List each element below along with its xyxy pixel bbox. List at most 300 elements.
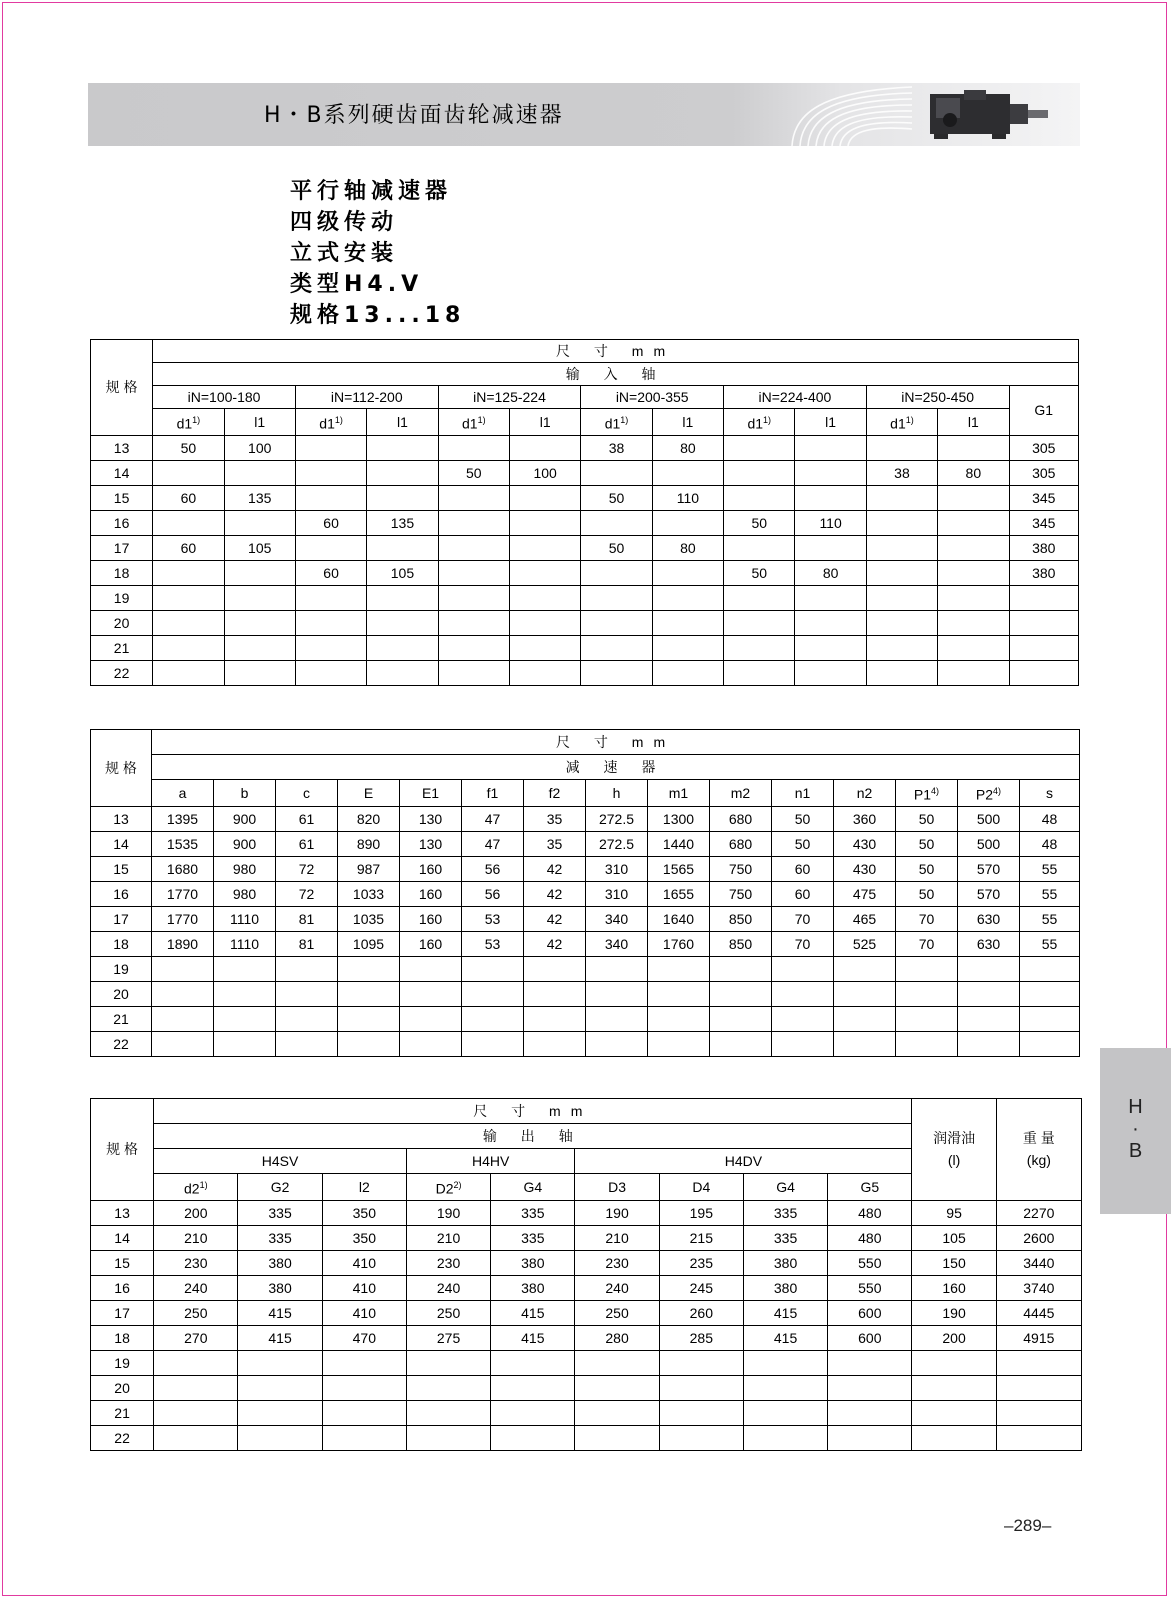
table-cell-text: 380 <box>268 1254 292 1271</box>
table-cell <box>795 610 866 635</box>
table-cell-text: 335 <box>268 1229 292 1246</box>
table-cell <box>772 856 834 881</box>
table-row <box>91 1250 1082 1275</box>
column-header-d1-text: d1 <box>890 415 906 432</box>
table-cell <box>648 1031 710 1056</box>
table-row <box>91 831 1080 856</box>
table-cell-text: 987 <box>356 860 381 877</box>
table-cell <box>896 856 958 881</box>
table-cell <box>214 931 276 956</box>
table-cell-text: 250 <box>436 1304 461 1321</box>
table-cell <box>834 981 896 1006</box>
table-cell <box>648 831 710 856</box>
table-cell <box>322 1250 406 1275</box>
table-cell-text: 1440 <box>662 835 695 852</box>
table-cell <box>367 560 438 585</box>
table-cell <box>462 956 524 981</box>
column-header <box>659 1174 743 1201</box>
table-cell-text: 190 <box>605 1204 629 1221</box>
table-cell <box>958 1006 1020 1031</box>
table-cell <box>367 535 438 560</box>
table-cell <box>367 660 438 685</box>
column-header-l1 <box>509 409 580 436</box>
table-cell-text: 4445 <box>1023 1304 1055 1321</box>
size-cell <box>91 660 153 685</box>
table-cell <box>1009 485 1079 510</box>
table-cell <box>154 1250 238 1275</box>
table-cell-text: 42 <box>546 910 563 927</box>
table-cell-text: 750 <box>728 885 753 902</box>
table-cell <box>322 1375 406 1400</box>
column-header-text: G5 <box>860 1178 880 1195</box>
table-cell <box>400 831 462 856</box>
column-header <box>214 780 276 807</box>
table-cell-text: 50 <box>751 564 768 581</box>
table-row <box>91 485 1079 510</box>
table-cell <box>154 1400 238 1425</box>
column-header-text: D3 <box>608 1178 627 1195</box>
table-cell-text: 240 <box>436 1279 461 1296</box>
table-cell <box>238 1400 322 1425</box>
table-cell <box>400 981 462 1006</box>
table-cell <box>648 931 710 956</box>
table-cell-text: 1770 <box>166 885 199 902</box>
table-cell-text: 50 <box>608 489 625 506</box>
table-cell <box>996 1350 1081 1375</box>
table-cell <box>938 560 1009 585</box>
size-cell <box>91 560 153 585</box>
table-cell <box>743 1400 827 1425</box>
section-side-tab-label <box>1100 1096 1171 1162</box>
table-cell-text: 3440 <box>1023 1254 1055 1271</box>
group-header-h4dv: H4DV <box>575 1149 912 1174</box>
table-cell-text: 380 <box>773 1254 798 1271</box>
table-cell-text: 235 <box>689 1254 713 1271</box>
table-cell <box>524 856 586 881</box>
table-cell <box>491 1300 575 1325</box>
table-cell <box>491 1400 575 1425</box>
size-cell-text: 14 <box>114 1229 130 1246</box>
table-cell-text: 525 <box>852 935 877 952</box>
table-cell <box>295 635 366 660</box>
size-cell <box>91 906 152 931</box>
table-cell <box>276 856 338 881</box>
column-header <box>406 1174 490 1201</box>
table-cell <box>152 981 214 1006</box>
table-cell-text: 340 <box>604 910 629 927</box>
column-header-d1 <box>581 409 652 436</box>
table-cell-text: 430 <box>852 860 877 877</box>
table-cell-text: 850 <box>728 935 753 952</box>
table-cell <box>338 981 400 1006</box>
table-cell <box>509 610 580 635</box>
table-cell <box>509 660 580 685</box>
size-cell-text: 19 <box>114 1354 130 1371</box>
table-cell <box>214 881 276 906</box>
table-cell <box>652 560 723 585</box>
table-cell-text: 415 <box>268 1329 292 1346</box>
table-cell-text: 50 <box>466 464 482 481</box>
table-cell-text: 415 <box>268 1304 292 1321</box>
table-cell-text: 350 <box>352 1204 376 1221</box>
table-cell-text: 275 <box>436 1329 461 1346</box>
table-cell <box>795 535 866 560</box>
table-cell-text: 190 <box>436 1204 461 1221</box>
column-header-d1-footnote: 1) <box>905 415 914 425</box>
table-cell <box>462 931 524 956</box>
table-cell <box>338 906 400 931</box>
table-cell <box>152 1006 214 1031</box>
table-cell <box>322 1275 406 1300</box>
table-cell <box>295 660 366 685</box>
table-row <box>91 585 1079 610</box>
table-cell <box>367 510 438 535</box>
table-cell-text: 680 <box>728 810 753 827</box>
page-number: –289– <box>1004 1516 1052 1535</box>
size-cell <box>91 1031 152 1056</box>
table-cell-text: 270 <box>184 1329 208 1346</box>
table-cell <box>575 1250 659 1275</box>
column-header-text: a <box>178 784 187 801</box>
table-cell <box>400 856 462 881</box>
table-cell <box>648 806 710 831</box>
gear-reducer-photo <box>930 90 1048 140</box>
table-cell <box>367 635 438 660</box>
table-row <box>91 881 1080 906</box>
subtitle-line: 类型H4.V <box>290 272 424 297</box>
table-cell <box>652 610 723 635</box>
table-row <box>91 1400 1082 1425</box>
table-cell-text: 415 <box>773 1304 798 1321</box>
table-cell-text: 50 <box>608 539 625 556</box>
table-cell <box>153 485 224 510</box>
size-cell-text: 22 <box>113 664 130 681</box>
column-header <box>238 1174 322 1201</box>
size-cell-text: 17 <box>113 910 129 927</box>
table-cell <box>154 1275 238 1300</box>
column-header <box>772 780 834 807</box>
table-cell <box>586 931 648 956</box>
column-header-text: D2 <box>435 1180 454 1197</box>
column-header-l1 <box>367 409 438 436</box>
table-cell-text: 80 <box>680 539 696 556</box>
table-cell <box>509 635 580 660</box>
table-cell-text: 56 <box>484 860 501 877</box>
table-cell <box>896 1031 958 1056</box>
table-cell <box>724 435 795 460</box>
table-cell <box>214 906 276 931</box>
table-cell <box>295 560 366 585</box>
table-cell <box>710 806 772 831</box>
table-cell-text: 160 <box>418 860 443 877</box>
table-cell-text: 430 <box>852 835 877 852</box>
table-cell <box>338 931 400 956</box>
table-cell-text: 48 <box>1041 835 1058 852</box>
size-cell <box>91 981 152 1006</box>
column-header-g1: G1 <box>1009 386 1079 436</box>
table-cell <box>276 881 338 906</box>
table-cell <box>996 1275 1081 1300</box>
table-cell <box>214 956 276 981</box>
column-header <box>462 780 524 807</box>
table-cell <box>581 660 652 685</box>
table-cell-text: 1680 <box>166 860 199 877</box>
table-cell-text: 55 <box>1041 885 1058 902</box>
size-cell-text: 19 <box>113 589 130 606</box>
table-cell <box>524 931 586 956</box>
size-cell-text: 17 <box>114 1304 130 1321</box>
dimension-header: 尺 寸 mm <box>153 340 1079 363</box>
table-cell <box>648 1006 710 1031</box>
table-cell <box>338 856 400 881</box>
table-cell-text: 250 <box>605 1304 629 1321</box>
table-cell <box>581 560 652 585</box>
table-cell <box>322 1400 406 1425</box>
table-cell <box>1009 635 1079 660</box>
output-shaft-table <box>90 1098 1082 1451</box>
table-cell <box>659 1225 743 1250</box>
table-cell-text: 1035 <box>352 910 385 927</box>
table-cell-text: 380 <box>1032 564 1056 581</box>
table-cell <box>224 460 295 485</box>
table-cell <box>648 881 710 906</box>
table-cell <box>743 1425 827 1450</box>
column-header-text: G4 <box>523 1178 543 1195</box>
table-cell <box>224 510 295 535</box>
table-cell <box>238 1275 322 1300</box>
table-cell <box>834 1006 896 1031</box>
ratio-group-header: iN=125-224 <box>438 386 581 409</box>
table-cell <box>276 906 338 931</box>
table-cell <box>834 1031 896 1056</box>
table-cell <box>214 981 276 1006</box>
size-cell-text: 18 <box>114 1329 130 1346</box>
side-tab-line: B <box>1128 1140 1143 1162</box>
column-header-l1-text: l1 <box>539 413 551 430</box>
table-cell <box>912 1425 996 1450</box>
column-header-d1-text: d1 <box>462 415 478 432</box>
column-header-footnote: 4) <box>931 786 940 796</box>
column-header-l1-text: l1 <box>254 413 266 430</box>
table-cell <box>438 610 509 635</box>
column-header-d1 <box>724 409 795 436</box>
table-cell-text: 160 <box>418 935 443 952</box>
table-cell <box>295 610 366 635</box>
table-cell <box>958 906 1020 931</box>
table-cell <box>724 635 795 660</box>
table-cell-text: 630 <box>976 910 1001 927</box>
table-cell <box>724 560 795 585</box>
table-cell <box>1020 856 1080 881</box>
table-cell <box>491 1200 575 1225</box>
table-cell <box>772 956 834 981</box>
table-cell <box>438 460 509 485</box>
table-cell <box>828 1250 912 1275</box>
table-cell <box>575 1300 659 1325</box>
table-cell-text: 60 <box>794 885 811 902</box>
table-cell <box>406 1375 490 1400</box>
table-cell-text: 70 <box>918 910 935 927</box>
table-cell <box>491 1425 575 1450</box>
lubricating-oil-header <box>912 1099 996 1201</box>
table-cell <box>938 510 1009 535</box>
column-header-l1 <box>938 409 1009 436</box>
table-cell <box>958 881 1020 906</box>
size-cell <box>91 635 153 660</box>
table-cell <box>938 585 1009 610</box>
size-cell <box>91 585 153 610</box>
column-header <box>276 780 338 807</box>
table-cell <box>586 956 648 981</box>
table-cell <box>400 931 462 956</box>
table-cell-text: 210 <box>605 1229 629 1246</box>
table-cell <box>710 1006 772 1031</box>
size-cell-text: 16 <box>114 1279 130 1296</box>
size-cell <box>91 1250 154 1275</box>
table-cell <box>581 460 652 485</box>
table-cell-text: 80 <box>680 439 696 456</box>
table-cell <box>152 856 214 881</box>
weight-unit: (kg) <box>1026 1152 1051 1169</box>
table-cell-text: 1565 <box>662 860 695 877</box>
table-cell <box>400 806 462 831</box>
column-header-text: b <box>240 784 249 801</box>
page-title: H・B系列硬齿面齿轮减速器 <box>264 103 564 128</box>
table-cell-text: 38 <box>894 464 910 481</box>
table-cell <box>866 535 937 560</box>
side-tab-line: · <box>1132 1118 1139 1140</box>
table-cell <box>743 1225 827 1250</box>
table-cell <box>524 1031 586 1056</box>
table-cell-text: 50 <box>794 810 811 827</box>
column-header-d1-footnote: 1) <box>477 415 486 425</box>
table-cell-text: 240 <box>605 1279 629 1296</box>
table-cell <box>322 1300 406 1325</box>
table-cell <box>996 1250 1081 1275</box>
column-header-l1-text: l1 <box>682 413 694 430</box>
table-cell <box>724 660 795 685</box>
column-header-text: E1 <box>421 784 440 801</box>
table-cell <box>724 460 795 485</box>
table-cell <box>659 1425 743 1450</box>
table-cell <box>575 1275 659 1300</box>
table-cell <box>652 435 723 460</box>
ratio-group-header: iN=250-450 <box>866 386 1009 409</box>
table-cell <box>509 435 580 460</box>
table-cell-text: 500 <box>976 810 1001 827</box>
column-header-text: n1 <box>794 784 811 801</box>
table-cell-text: 100 <box>248 439 272 456</box>
table-cell-text: 47 <box>484 810 501 827</box>
table-cell <box>224 610 295 635</box>
table-cell <box>154 1300 238 1325</box>
size-cell <box>91 1300 154 1325</box>
size-cell <box>91 1325 154 1350</box>
column-header <box>1020 780 1080 807</box>
table-cell <box>238 1350 322 1375</box>
table-row <box>91 635 1079 660</box>
table-cell <box>400 956 462 981</box>
table-cell <box>772 931 834 956</box>
column-header-text: f1 <box>486 784 499 801</box>
table-cell <box>586 856 648 881</box>
table-cell <box>834 931 896 956</box>
table-cell <box>586 981 648 1006</box>
table-cell <box>710 981 772 1006</box>
table-cell <box>238 1250 322 1275</box>
size-cell <box>91 1006 152 1031</box>
table-cell <box>1009 510 1079 535</box>
table-cell <box>1020 806 1080 831</box>
table-cell <box>524 906 586 931</box>
table-cell <box>438 560 509 585</box>
table-cell <box>295 485 366 510</box>
column-header-text: d2 <box>184 1180 200 1197</box>
table-row <box>91 1300 1082 1325</box>
table-cell-text: 190 <box>942 1304 966 1321</box>
table-cell <box>724 535 795 560</box>
column-header-l1-text: l1 <box>396 413 408 430</box>
table-cell-text: 130 <box>418 810 443 827</box>
table-cell-text: 50 <box>918 860 935 877</box>
table-cell <box>896 981 958 1006</box>
table-cell <box>338 956 400 981</box>
table-cell <box>659 1300 743 1325</box>
table-cell-text: 80 <box>822 564 839 581</box>
table-cell-text: 2270 <box>1023 1204 1055 1221</box>
table-cell-text: 465 <box>852 910 877 927</box>
table-cell <box>322 1350 406 1375</box>
column-header <box>648 780 710 807</box>
table-cell <box>338 831 400 856</box>
table-cell <box>491 1275 575 1300</box>
table-cell-text: 81 <box>298 910 315 927</box>
table-cell <box>238 1225 322 1250</box>
table-cell <box>912 1225 996 1250</box>
column-header-d1-text: d1 <box>604 415 621 432</box>
table-cell-text: 53 <box>484 935 501 952</box>
table-cell-text: 42 <box>546 860 563 877</box>
table-cell <box>338 881 400 906</box>
table-cell <box>224 560 295 585</box>
table-cell <box>1020 1006 1080 1031</box>
size-cell-text: 14 <box>113 464 130 481</box>
table-cell <box>322 1425 406 1450</box>
table-cell <box>828 1325 912 1350</box>
size-cell-text: 13 <box>113 810 129 827</box>
table-cell <box>338 1006 400 1031</box>
column-header-l1-text: l1 <box>967 413 979 430</box>
table-cell-text: 1535 <box>166 835 199 852</box>
column-header <box>524 780 586 807</box>
table-cell <box>586 906 648 931</box>
table-cell-text: 50 <box>751 514 768 531</box>
table-cell <box>828 1375 912 1400</box>
subtitle-line: 平行轴减速器 <box>290 179 453 204</box>
table-cell <box>586 881 648 906</box>
column-header <box>322 1174 406 1201</box>
table-cell <box>958 981 1020 1006</box>
table-cell <box>322 1225 406 1250</box>
table-cell <box>710 956 772 981</box>
table-cell <box>828 1200 912 1225</box>
table-cell <box>912 1300 996 1325</box>
subtitle-line: 立式安装 <box>290 241 399 266</box>
table-cell <box>586 831 648 856</box>
size-cell-text: 22 <box>113 1035 129 1052</box>
table-cell <box>659 1325 743 1350</box>
table-cell <box>367 610 438 635</box>
